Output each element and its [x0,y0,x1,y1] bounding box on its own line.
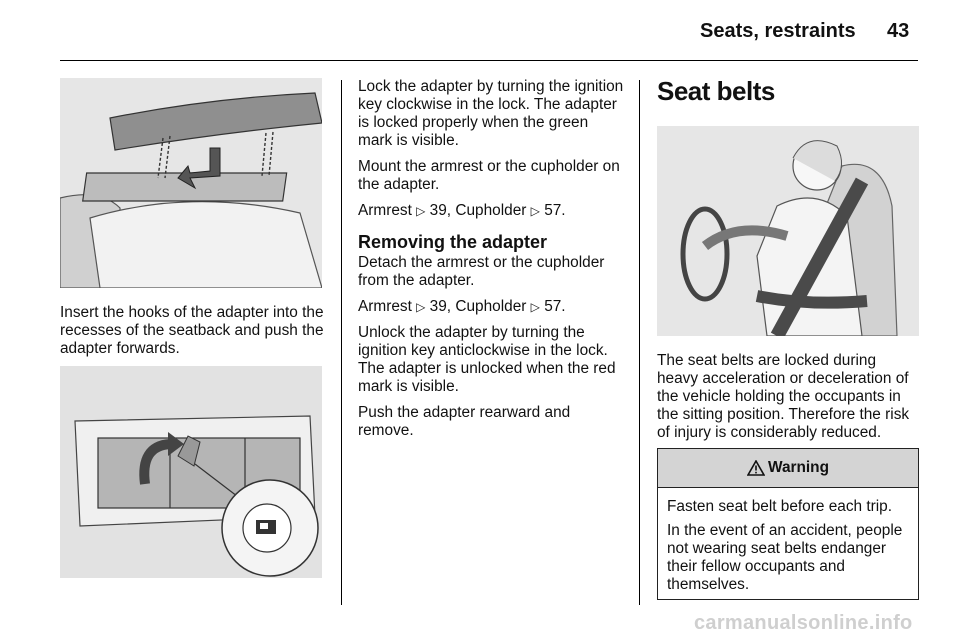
page-ref-triangle-icon: ▷ [416,300,426,314]
section-title: Seats, restraints [700,20,856,42]
lock-adapter-paragraph: Lock the adapter by turning the ignition key clockwise in the lock. The adapter is locked properly when the green mark is visible. [358,78,624,149]
seat-belts-intro-paragraph: The seat belts are locked during heavy acceleration or deceleration of the vehicle holding the occupants in the sitting position. Therefore the risk of injury is considerably reduced. [657,352,910,441]
armrest-ref-label: Armrest [358,298,412,315]
column-divider-left [341,80,342,605]
push-adapter-paragraph: Push the adapter rearward and remove. [358,404,571,439]
seat-belts-heading: Seat belts [657,76,775,106]
warning-triangle-icon [747,460,765,476]
armrest-adapter-hooks-illustration [60,78,322,288]
detach-armrest-paragraph: Detach the armrest or the cupholder from the adapter. [358,254,605,289]
cupholder-ref-page[interactable]: 57. [544,202,566,219]
warning-title: Warning [768,459,829,476]
cupholder-ref-label: Cupholder [455,298,527,315]
mount-armrest-paragraph: Mount the armrest or the cupholder on the adapter. [358,158,620,193]
page-ref-triangle-icon: ▷ [530,204,540,218]
adapter-lock-illustration [60,366,322,578]
cupholder-ref-page[interactable]: 57. [544,298,566,315]
unlock-adapter-paragraph: Unlock the adapter by turning the ignition key anticlockwise in the lock. The adapter is unlocked when the red mark is visible. [358,324,616,395]
armrest-ref-page[interactable]: 39 [429,298,447,315]
warning-accident-risk: In the event of an accident, people not wearing seat belts endanger their fellow occupants and themselves. [667,522,903,593]
watermark: carmanualsonline.info [694,612,913,634]
page-ref-triangle-icon: ▷ [416,204,426,218]
warning-fasten-belt: Fasten seat belt before each trip. [667,498,893,515]
armrest-ref-page[interactable]: 39 [429,202,447,219]
removing-adapter-heading: Removing the adapter [358,232,548,252]
cupholder-ref-label: Cupholder [455,202,527,219]
cross-reference-1: Armrest ▷ 39, Cupholder ▷ 57. [358,202,566,219]
column-divider-right [639,80,640,605]
seat-belt-driver-illustration [657,126,919,336]
armrest-ref-label: Armrest [358,202,412,219]
warning-header [658,449,918,488]
page-number: 43 [887,20,910,42]
cross-reference-2: Armrest ▷ 39, Cupholder ▷ 57. [358,298,566,315]
warning-box [657,448,919,600]
page-ref-triangle-icon: ▷ [530,300,540,314]
header-divider [60,60,918,61]
caption-insert-hooks: Insert the hooks of the adapter into the recesses of the seatback and push the adapter forwards. [60,304,324,357]
